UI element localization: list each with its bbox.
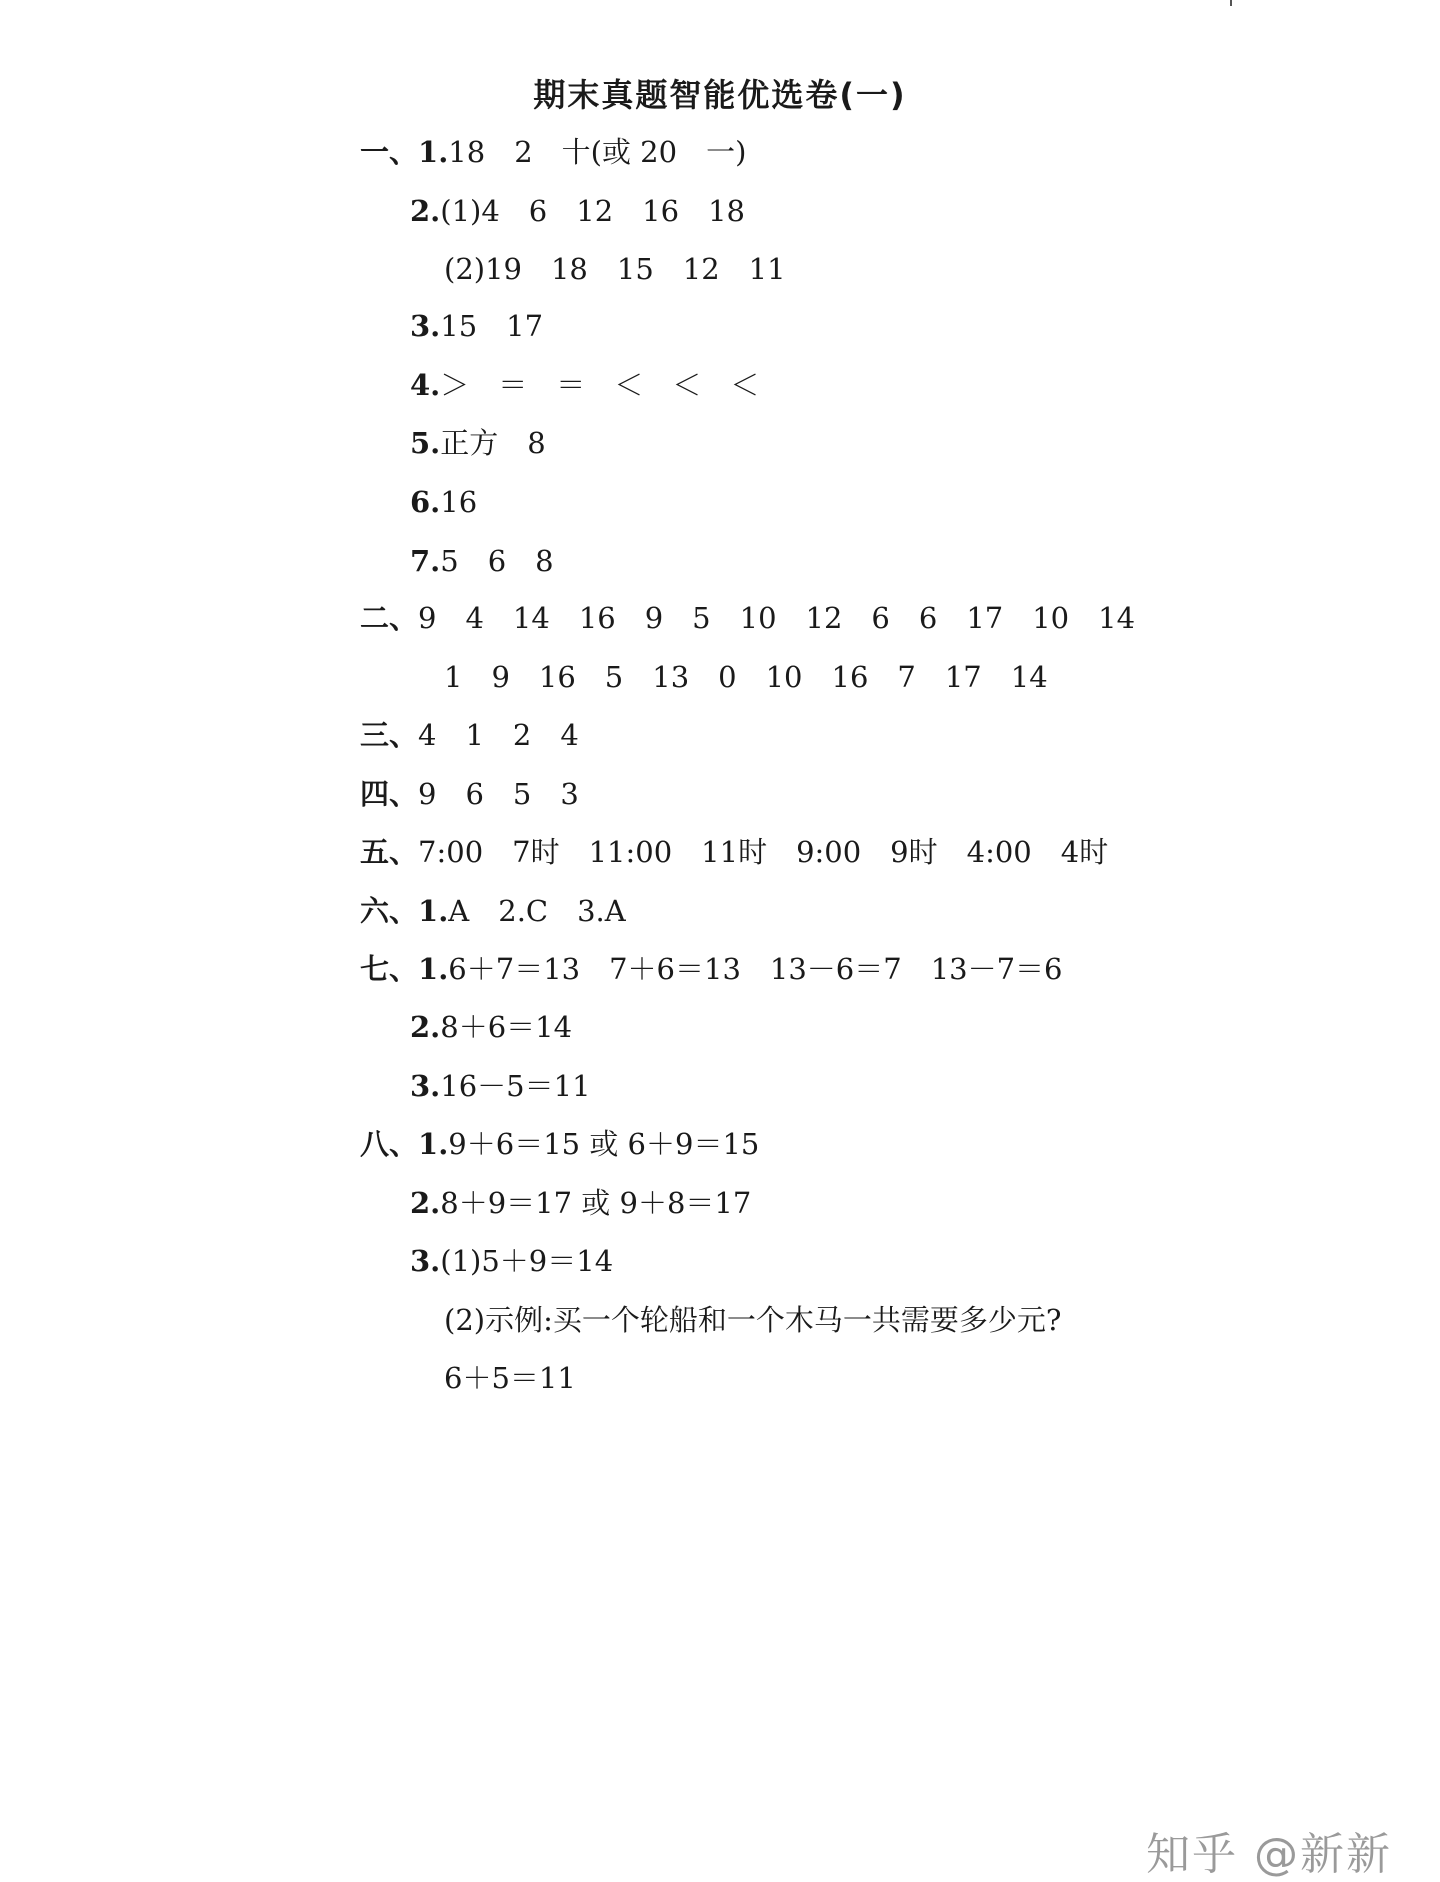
item-number: 5. [410, 426, 441, 460]
answer-text: (2)示例:买一个轮船和一个木马一共需要多少元? [444, 1303, 1062, 1337]
item-number: 6. [410, 485, 441, 519]
answer-line [360, 715, 579, 755]
answer-text: ＞ ＝ ＝ ＜ ＜ ＜ [440, 368, 760, 402]
answer-text: 6＋5＝11 [444, 1361, 576, 1395]
answer-text: A 2.C 3.A [448, 894, 626, 928]
answer-line [444, 657, 1048, 697]
answer-text: 6＋7＝13 7＋6＝13 13－6＝7 13－7＝6 [448, 952, 1063, 986]
item-number: 1. [418, 135, 449, 169]
answer-text: 1 9 16 5 13 0 10 16 7 17 14 [444, 660, 1048, 694]
item-number: 3. [410, 1244, 441, 1278]
answer-line [410, 306, 543, 346]
answer-text: 4 1 2 4 [418, 718, 579, 752]
page-title: 期末真题智能优选卷(一) [533, 76, 907, 114]
item-number: 2. [410, 1186, 441, 1220]
item-number: 1. [418, 1127, 449, 1161]
item-number: 2. [410, 1010, 441, 1044]
section-label: 三、 [360, 718, 419, 752]
answer-text: 8＋6＝14 [440, 1010, 573, 1044]
answer-text: 9 4 14 16 9 5 10 12 6 6 17 10 14 [418, 601, 1136, 635]
answer-line [410, 365, 759, 405]
answer-text: 7:00 7时 11:00 11时 9:00 9时 4:00 4时 [418, 835, 1109, 869]
answer-line [410, 191, 745, 231]
item-number: 2. [410, 194, 441, 228]
answer-text: 正方 8 [440, 426, 546, 460]
answer-text: (1)4 6 12 16 18 [440, 194, 745, 228]
answer-line [360, 774, 579, 814]
answer-line [410, 541, 554, 581]
answer-text: 15 17 [440, 309, 544, 343]
item-number: 3. [410, 309, 441, 343]
section-label: 四、 [360, 777, 419, 811]
answer-line [360, 832, 1108, 872]
item-number: 1. [418, 894, 449, 928]
answer-line [444, 1358, 576, 1398]
answer-line [360, 132, 746, 172]
section-label: 二、 [360, 601, 419, 635]
section-label: 六、 [360, 894, 419, 928]
answer-text: 16 [440, 485, 478, 519]
watermark: 知乎 @新新 [1146, 1829, 1392, 1880]
answer-line [360, 598, 1135, 638]
item-number: 4. [410, 368, 441, 402]
item-number: 1. [418, 952, 449, 986]
answer-text: (1)5＋9＝14 [440, 1244, 614, 1278]
answer-line [444, 249, 786, 289]
answer-text: 5 6 8 [440, 544, 554, 578]
section-label: 五、 [360, 835, 419, 869]
answer-line [360, 949, 1063, 989]
item-number: 7. [410, 544, 441, 578]
answer-line [410, 1241, 613, 1281]
answer-line [410, 1183, 751, 1223]
edge-tick [1230, 0, 1232, 6]
answer-text: 9 6 5 3 [418, 777, 579, 811]
section-label: 一、 [360, 135, 419, 169]
answer-line [360, 1124, 759, 1164]
answer-line [410, 1007, 572, 1047]
section-label: 七、 [360, 952, 419, 986]
answer-text: 9＋6＝15 或 6＋9＝15 [448, 1127, 760, 1161]
answer-text: 16－5＝11 [440, 1069, 591, 1103]
answer-text: (2)19 18 15 12 11 [444, 252, 786, 286]
answer-line [410, 1066, 591, 1106]
section-label: 八、 [360, 1127, 419, 1161]
answer-line [410, 482, 477, 522]
answer-text: 8＋9＝17 或 9＋8＝17 [440, 1186, 752, 1220]
answer-text: 18 2 十(或 20 一) [448, 135, 747, 169]
item-number: 3. [410, 1069, 441, 1103]
answer-line [444, 1300, 1061, 1340]
answer-line [410, 423, 546, 463]
answer-line [360, 891, 626, 931]
